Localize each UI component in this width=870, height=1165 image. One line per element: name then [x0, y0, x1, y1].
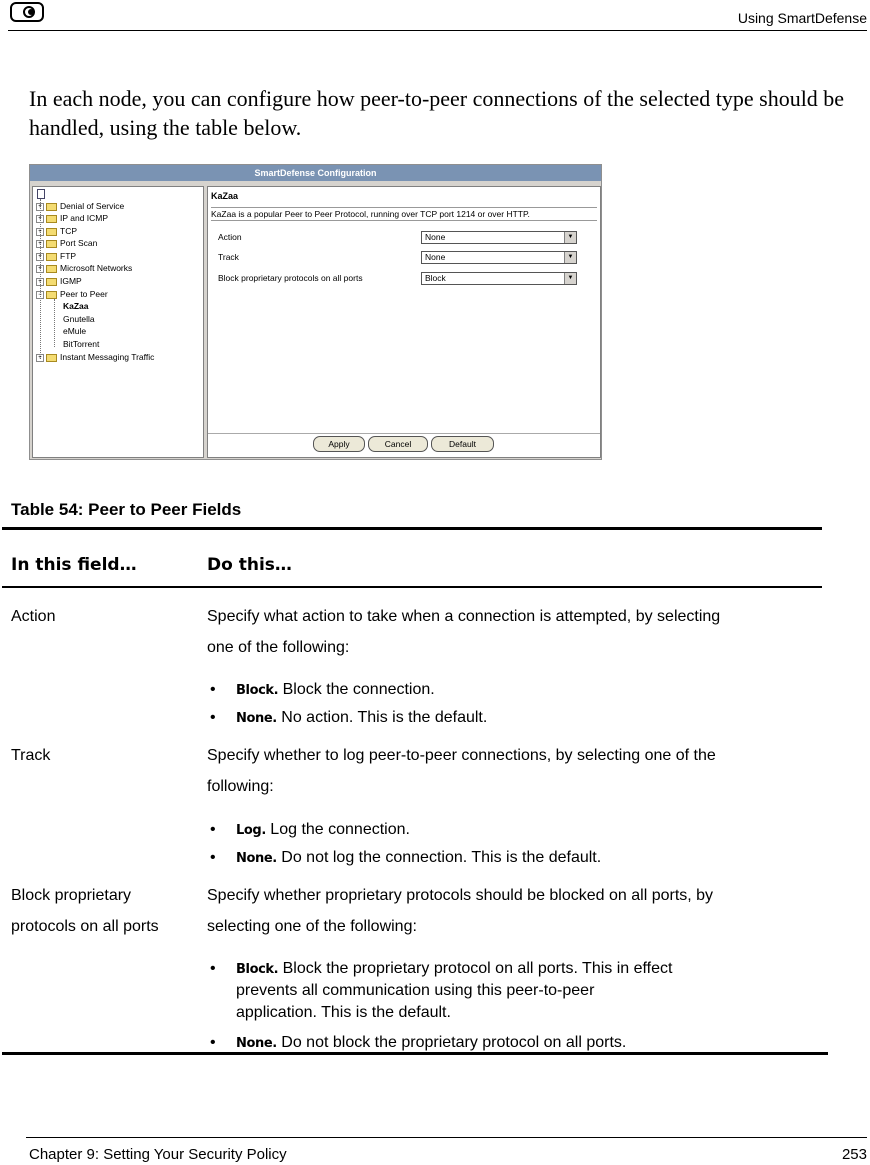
track-label: Track	[218, 252, 239, 262]
settings-pane	[207, 186, 601, 458]
table-header-rule	[2, 586, 822, 588]
field-description: one of the following:	[207, 639, 350, 656]
chevron-down-icon: ▼	[564, 252, 576, 263]
tree-root-icon	[37, 189, 45, 199]
bullet-item: • None. No action. This is the default.	[210, 709, 488, 726]
folder-icon	[46, 354, 57, 362]
folder-icon	[46, 291, 57, 299]
field-name: Track	[11, 747, 51, 764]
bullet-continuation: application. This is the default.	[236, 1004, 451, 1021]
folder-icon	[46, 240, 57, 248]
footer-rule	[26, 1137, 867, 1138]
protocol-name: KaZaa	[211, 191, 239, 201]
tree-item[interactable]: + FTP	[36, 250, 76, 262]
tree-item[interactable]: + Microsoft Networks	[36, 262, 132, 274]
tree-item[interactable]: + Port Scan	[36, 237, 97, 249]
field-description: selecting one of the following:	[207, 918, 417, 935]
default-button[interactable]: Default	[431, 436, 494, 452]
action-select[interactable]: None ▼	[421, 231, 577, 244]
tree-item[interactable]: + IGMP	[36, 275, 82, 287]
bullet-continuation: prevents all communication using this peer-to-peer	[236, 982, 595, 999]
tree-item[interactable]: + Instant Messaging Traffic	[36, 351, 154, 363]
block-proprietary-select[interactable]: Block ▼	[421, 272, 577, 285]
running-header: Using SmartDefense	[737, 10, 867, 26]
folder-icon	[46, 203, 57, 211]
folder-icon	[46, 228, 57, 236]
field-description: Specify whether proprietary protocols should be blocked on all ports, by	[207, 887, 714, 904]
table-top-rule	[2, 527, 822, 530]
tree-item[interactable]: + TCP	[36, 225, 77, 237]
tree-item[interactable]: BitTorrent	[63, 339, 100, 349]
button-bar-divider	[208, 433, 600, 434]
chevron-down-icon: ▼	[564, 273, 576, 284]
bullet-item: • None. Do not log the connection. This is the default.	[210, 849, 602, 866]
field-name: Action	[11, 608, 56, 625]
action-label: Action	[218, 232, 242, 242]
column-header-action: Do this…	[207, 555, 292, 575]
folder-icon	[46, 215, 57, 223]
bullet-item: • None. Do not block the proprietary protocol on all ports.	[210, 1034, 627, 1051]
protocol-description: KaZaa is a popular Peer to Peer Protocol, running over TCP port 1214 or over HTTP.	[211, 207, 597, 221]
field-name: Block proprietary	[11, 887, 132, 904]
tree-item[interactable]: eMule	[63, 326, 87, 336]
tree-item[interactable]: + IP and ICMP	[36, 212, 108, 224]
folder-icon	[46, 265, 57, 273]
tree-item[interactable]: Gnutella	[63, 314, 95, 324]
table-bottom-rule	[2, 1052, 828, 1055]
field-description: Specify what action to take when a connection is attempted, by selecting	[207, 608, 721, 625]
page-number: 253	[841, 1146, 867, 1163]
bullet-item: • Block. Block the proprietary protocol on all ports. This in effect	[210, 960, 673, 977]
track-select[interactable]: None ▼	[421, 251, 577, 264]
field-name: protocols on all ports	[11, 918, 159, 935]
header-rule	[8, 30, 867, 31]
tree-pane	[32, 186, 204, 458]
tree-item-kazaa[interactable]: KaZaa	[63, 301, 89, 311]
intro-paragraph: In each node, you can configure how peer-to-peer connections of the selected type should be handled, using the table below.	[29, 86, 845, 140]
table-caption: Table 54: Peer to Peer Fields	[11, 500, 242, 519]
smartdefense-screenshot	[29, 164, 602, 460]
tree-item[interactable]: + Denial of Service	[36, 200, 124, 212]
apply-button[interactable]: Apply	[313, 436, 365, 452]
column-header-field: In this field…	[11, 555, 137, 575]
logo-icon	[10, 2, 44, 22]
block-proprietary-label: Block proprietary protocols on all ports	[218, 273, 363, 283]
field-description: Specify whether to log peer-to-peer connections, by selecting one of the	[207, 747, 716, 764]
bullet-item: • Block. Block the connection.	[210, 681, 435, 698]
bullet-item: • Log. Log the connection.	[210, 821, 410, 838]
window-title: SmartDefense Configuration	[30, 165, 601, 181]
footer-chapter: Chapter 9: Setting Your Security Policy	[29, 1146, 287, 1163]
chevron-down-icon: ▼	[564, 232, 576, 243]
field-description: following:	[207, 778, 274, 795]
folder-icon	[46, 253, 57, 261]
folder-icon	[46, 278, 57, 286]
cancel-button[interactable]: Cancel	[368, 436, 428, 452]
tree-item[interactable]: − Peer to Peer	[36, 288, 108, 300]
